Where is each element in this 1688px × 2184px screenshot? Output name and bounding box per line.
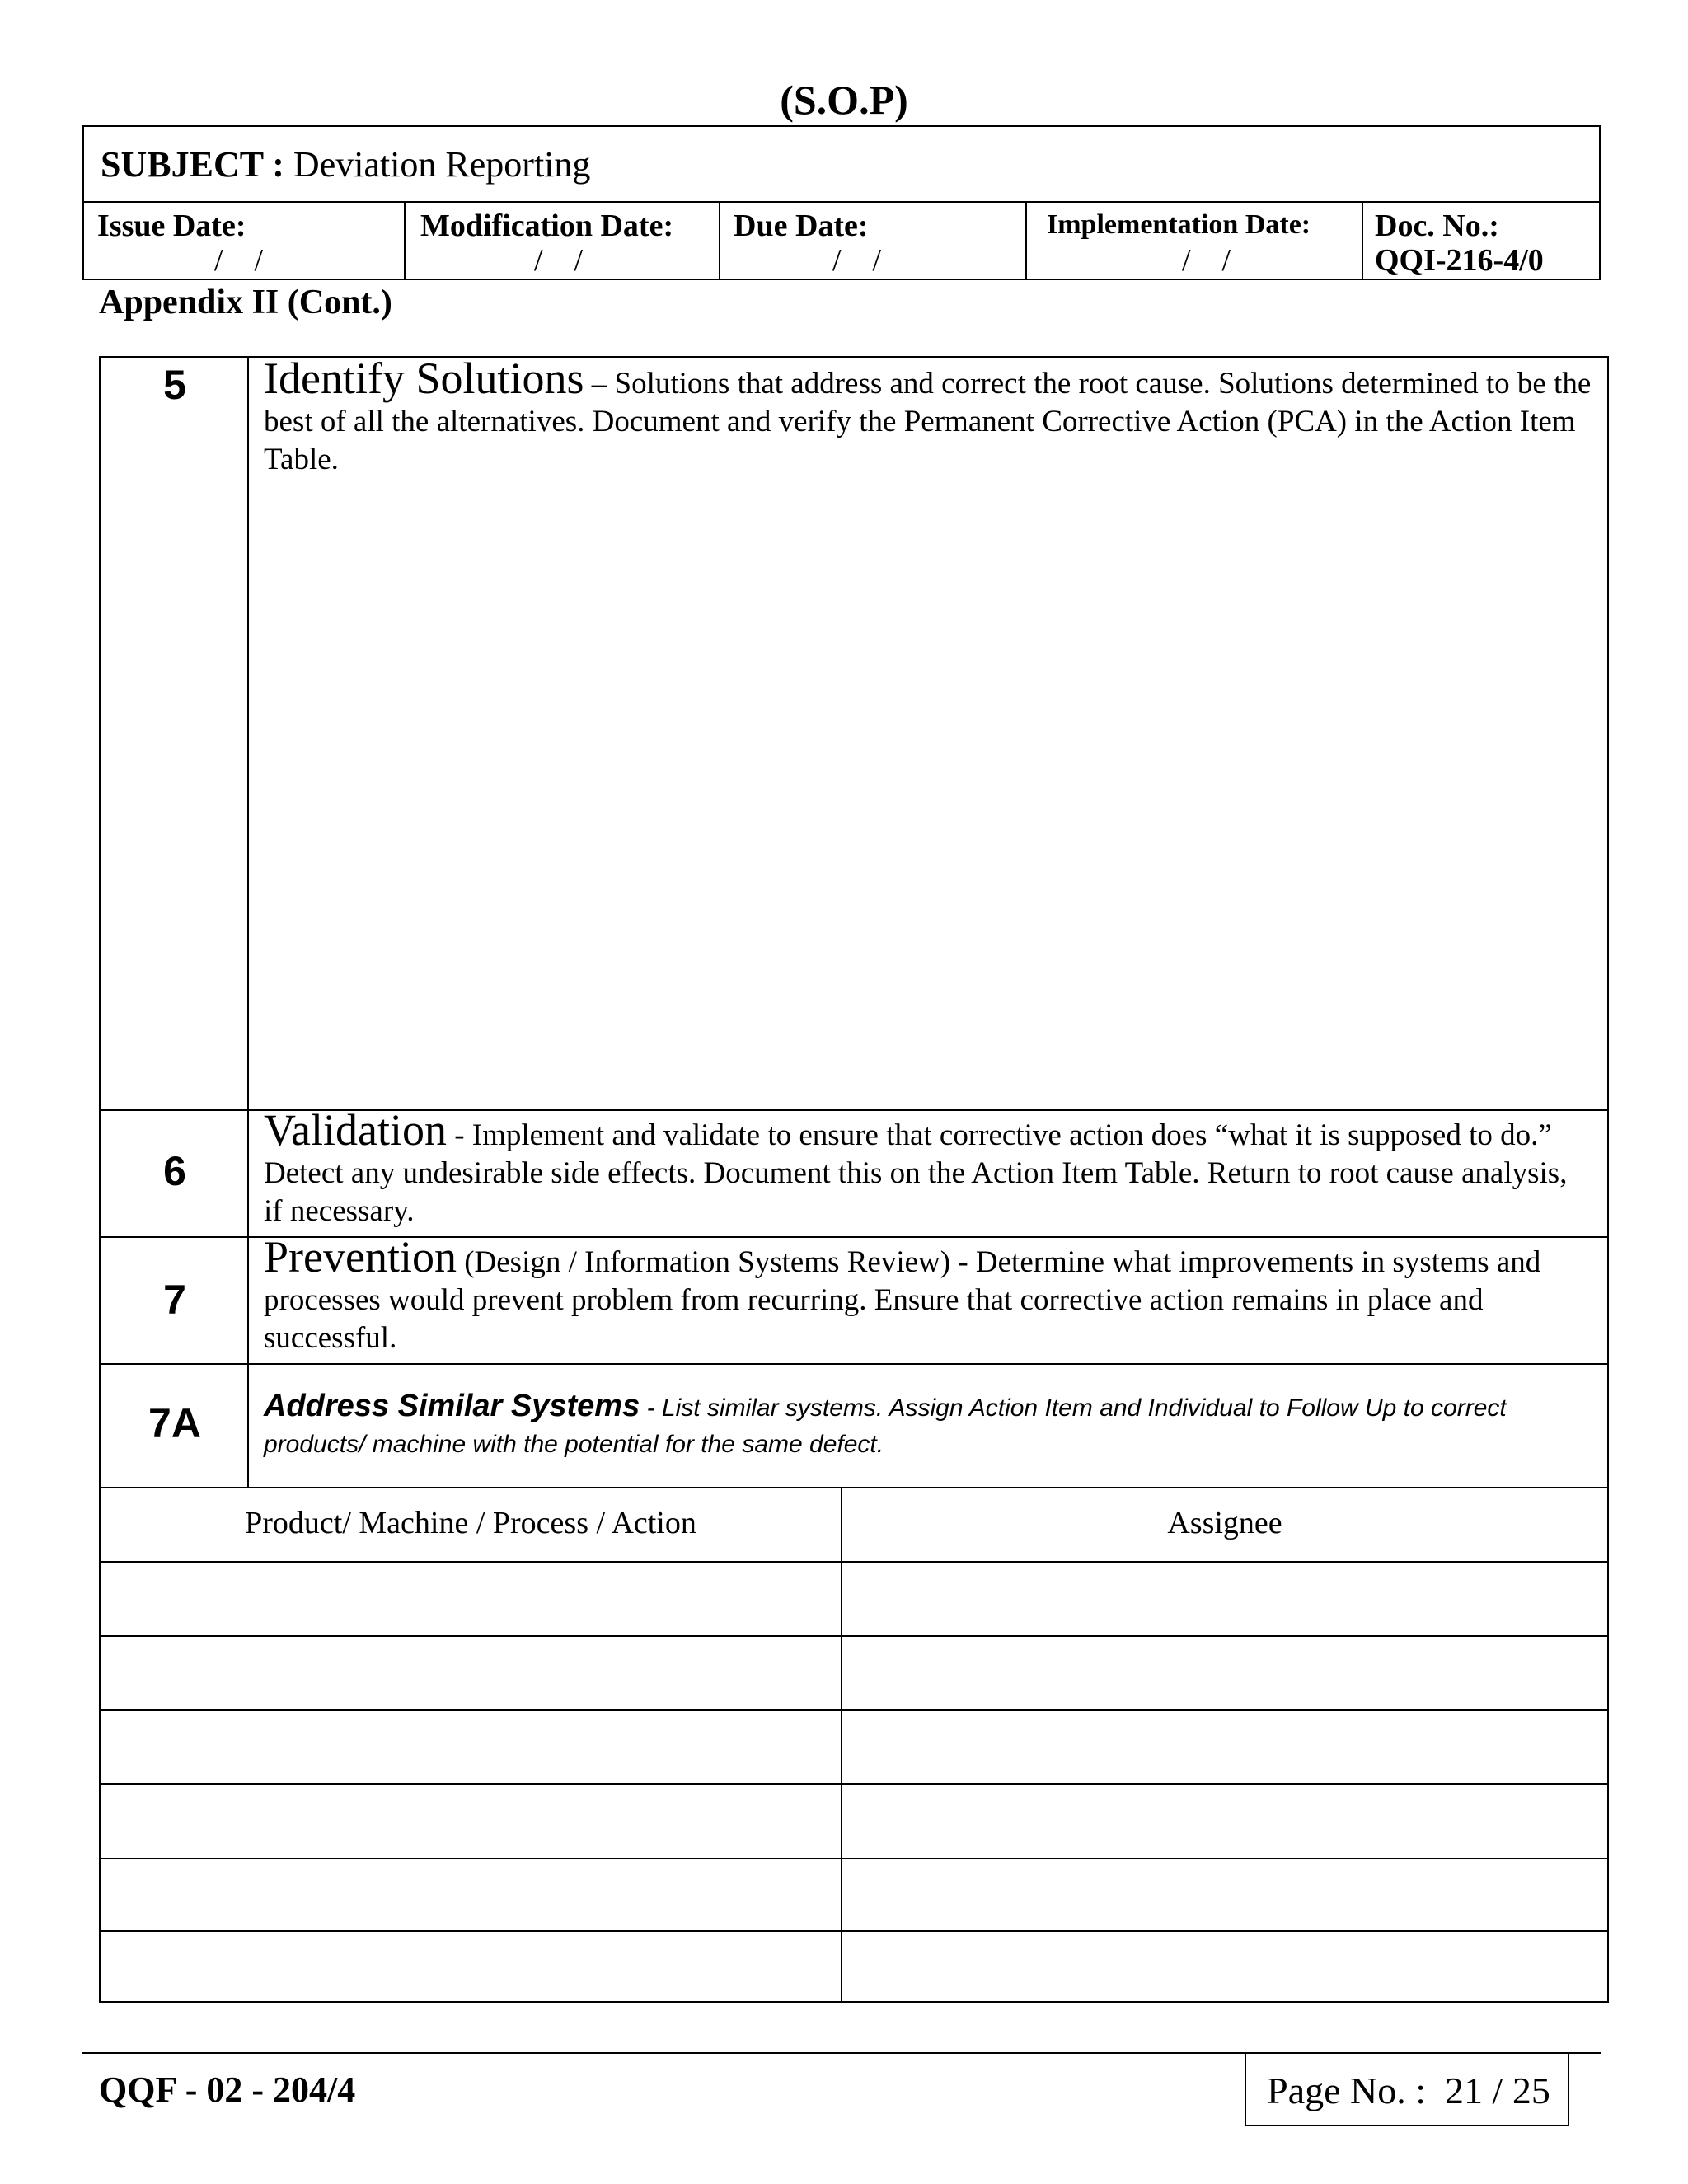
table-cell-product[interactable] [101,1711,839,1782]
table-cell-assignee[interactable] [842,1859,1606,1929]
table-cell-assignee[interactable] [842,1932,1606,2001]
modification-date-label: Modification Date: [420,209,674,243]
step-6-description [264,1105,1592,1230]
step-number: 7A [148,1400,201,1446]
step-number: 6 [163,1148,186,1194]
doc-number-value: QQI-216-4/0 [1375,243,1544,278]
step-5-description [264,354,1592,479]
column-header-assignee: Assignee [1167,1506,1282,1540]
page-number: Page No. : 21 / 25 [1267,2069,1550,2111]
step-text: - List similar systems. Assign Action Item and Individual to Follow Up to correct products/ machine with the potential for the same defect. [264,1394,1507,1458]
table-cell-assignee[interactable] [842,1711,1606,1782]
implementation-date-label: Implementation Date: [1047,209,1311,240]
due-date-value: / / [832,243,882,278]
step-heading: Identify Solutions [264,354,584,403]
step-heading: Validation [264,1105,447,1155]
table-cell-product[interactable] [101,1637,839,1708]
issue-date-value: / / [214,243,264,278]
table-cell-product[interactable] [101,1932,839,2001]
step-number: 5 [163,362,186,408]
step-text: (Design / Information Systems Review) - Determine what improvements in systems and processes would prevent problem from recurring. Ensure that corrective action remains in place and successful. [264,1245,1541,1355]
table-cell-assignee[interactable] [842,1785,1606,1856]
step-text: - Implement and validate to ensure that corrective action does “what it is supposed to do.” Detect any undesirable side effects. Document this on the Action Item Table. Return to root cause analysis, if necessary. [264,1118,1568,1228]
table-cell-assignee[interactable] [842,1637,1606,1708]
doc-number-label: Doc. No.: [1375,209,1499,243]
step-number: 7 [163,1277,186,1323]
corrective-action-table [99,356,1609,2003]
implementation-date-value: / / [1182,243,1231,278]
table-cell-product[interactable] [101,1859,839,1929]
step-text: – Solutions that address and correct the root cause. Solutions determined to be the best of all the alternatives. Document and verify the Permanent Corrective Action (PCA) in the Action Item Table. [264,367,1592,476]
step-7-description [264,1232,1592,1357]
step-heading: Prevention [264,1232,457,1282]
subject-value: Deviation Reporting [293,144,591,185]
page-number-box [1245,2052,1569,2126]
step-7a-description [264,1388,1592,1463]
due-date-label: Due Date: [734,209,869,243]
table-cell-assignee[interactable] [842,1563,1606,1633]
table-cell-product[interactable] [101,1563,839,1633]
column-header-product: Product/ Machine / Process / Action [245,1506,696,1540]
subject-line [101,143,590,185]
table-cell-product[interactable] [101,1785,839,1856]
form-number: QQF - 02 - 204/4 [99,2069,356,2110]
step-heading: Address Similar Systems [264,1389,640,1423]
subject-label: SUBJECT : [101,144,284,185]
document-meta-row [82,201,1601,280]
issue-date-label: Issue Date: [97,209,246,243]
document-title: (S.O.P) [780,77,908,123]
appendix-heading: Appendix II (Cont.) [99,284,392,321]
subject-box [82,125,1601,203]
modification-date-value: / / [534,243,584,278]
